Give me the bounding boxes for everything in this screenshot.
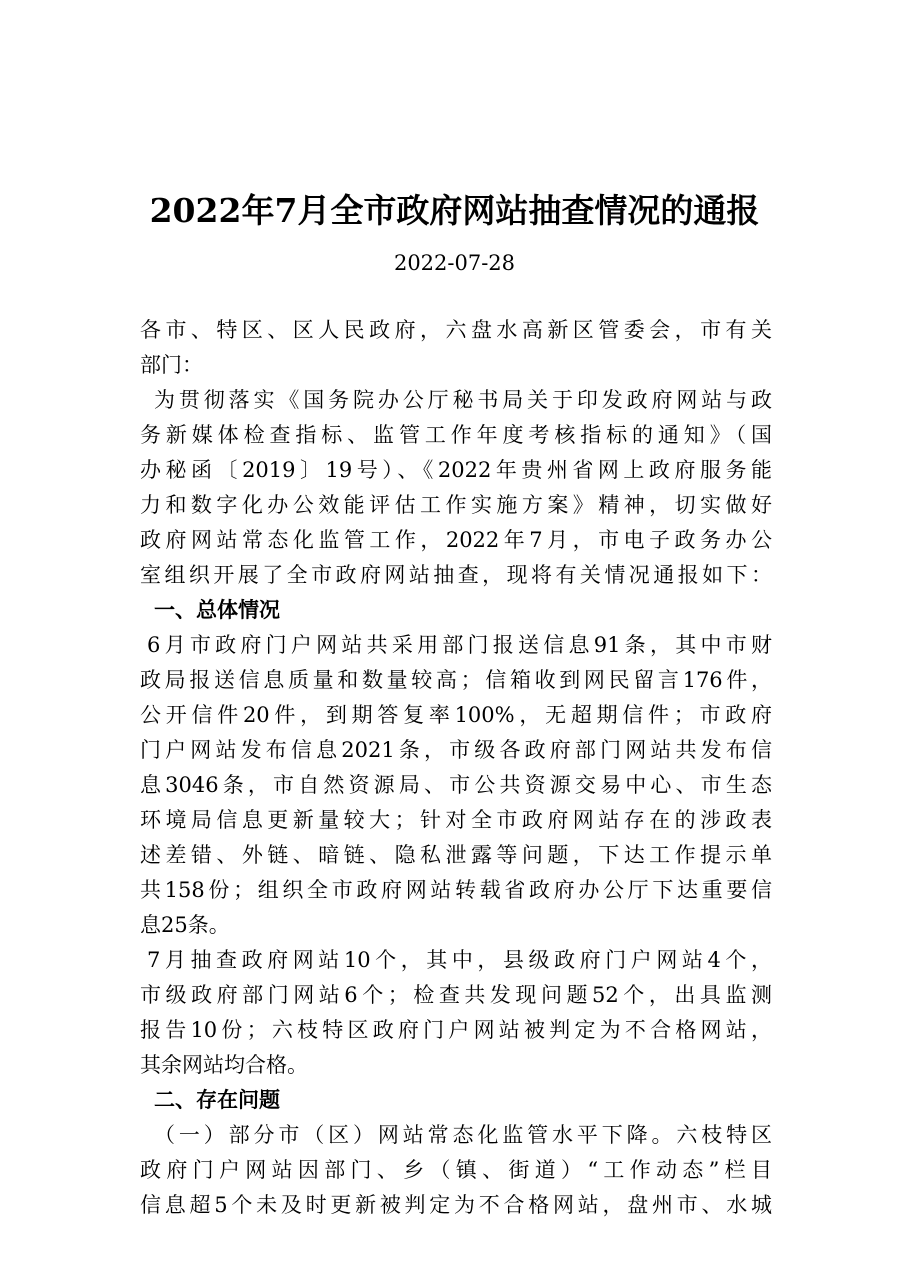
body-line: 共158份；组织全市政府网站转载省政府办公厅下达重要信 — [140, 878, 772, 902]
body-line: 述差错、外链、暗链、隐私泄露等问题，下达工作提示单 — [140, 843, 772, 867]
body-line: 为贯彻落实《国务院办公厅秘书局关于印发政府网站与政 — [154, 388, 772, 412]
body-line: 其余网站均合格。 — [140, 1053, 308, 1077]
section-heading: 一、总体情况 — [154, 598, 280, 622]
body-line: 室组织开展了全市政府网站抽查，现将有关情况通报如下： — [140, 563, 772, 587]
body-line: 门户网站发布信息2021条，市级各政府部门网站共发布信 — [140, 738, 772, 762]
body-line: 息25条。 — [140, 913, 230, 937]
body-line: 报告10份；六枝特区政府门户网站被判定为不合格网站， — [140, 1018, 772, 1042]
body-line: 市级政府部门网站6个；检查共发现问题52个，出具监测 — [140, 983, 772, 1007]
body-line: 力和数字化办公效能评估工作实施方案》精神，切实做好 — [140, 493, 772, 517]
body-line: 政府网站常态化监管工作，2022年7月，市电子政务办公 — [140, 528, 772, 552]
document-body — [140, 313, 772, 1223]
body-line: 政局报送信息质量和数量较高；信箱收到网民留言176件， — [140, 668, 772, 692]
body-line: 6月市政府门户网站共采用部门报送信息91条，其中市财 — [147, 633, 772, 657]
body-line: 信息超5个未及时更新被判定为不合格网站，盘州市、水城 — [140, 1193, 772, 1217]
body-line: 公开信件20件，到期答复率100%，无超期信件；市政府 — [140, 703, 772, 727]
body-line: 7月抽查政府网站10个，其中，县级政府门户网站4个， — [147, 948, 772, 972]
body-line: 办秘函〔2019〕19号）、《2022年贵州省网上政府服务能 — [140, 458, 772, 482]
body-line: 务新媒体检查指标、监管工作年度考核指标的通知》（国 — [140, 423, 772, 447]
body-line: 息3046条，市自然资源局、市公共资源交易中心、市生态 — [140, 773, 772, 797]
body-line: 各市、特区、区人民政府，六盘水高新区管委会，市有关 — [140, 318, 772, 342]
body-line: 政府门户网站因部门、乡（镇、街道）“工作动态”栏目 — [140, 1158, 772, 1182]
document-title: 2022年7月全市政府网站抽查情况的通报 — [149, 191, 760, 230]
body-line: 部门： — [140, 353, 203, 377]
section-heading: 二、存在问题 — [154, 1088, 280, 1112]
document-date: 2022-07-28 — [393, 251, 516, 275]
body-line: 环境局信息更新量较大；针对全市政府网站存在的涉政表 — [140, 808, 772, 832]
body-line: （一）部分市（区）网站常态化监管水平下降。六枝特区 — [154, 1123, 772, 1147]
